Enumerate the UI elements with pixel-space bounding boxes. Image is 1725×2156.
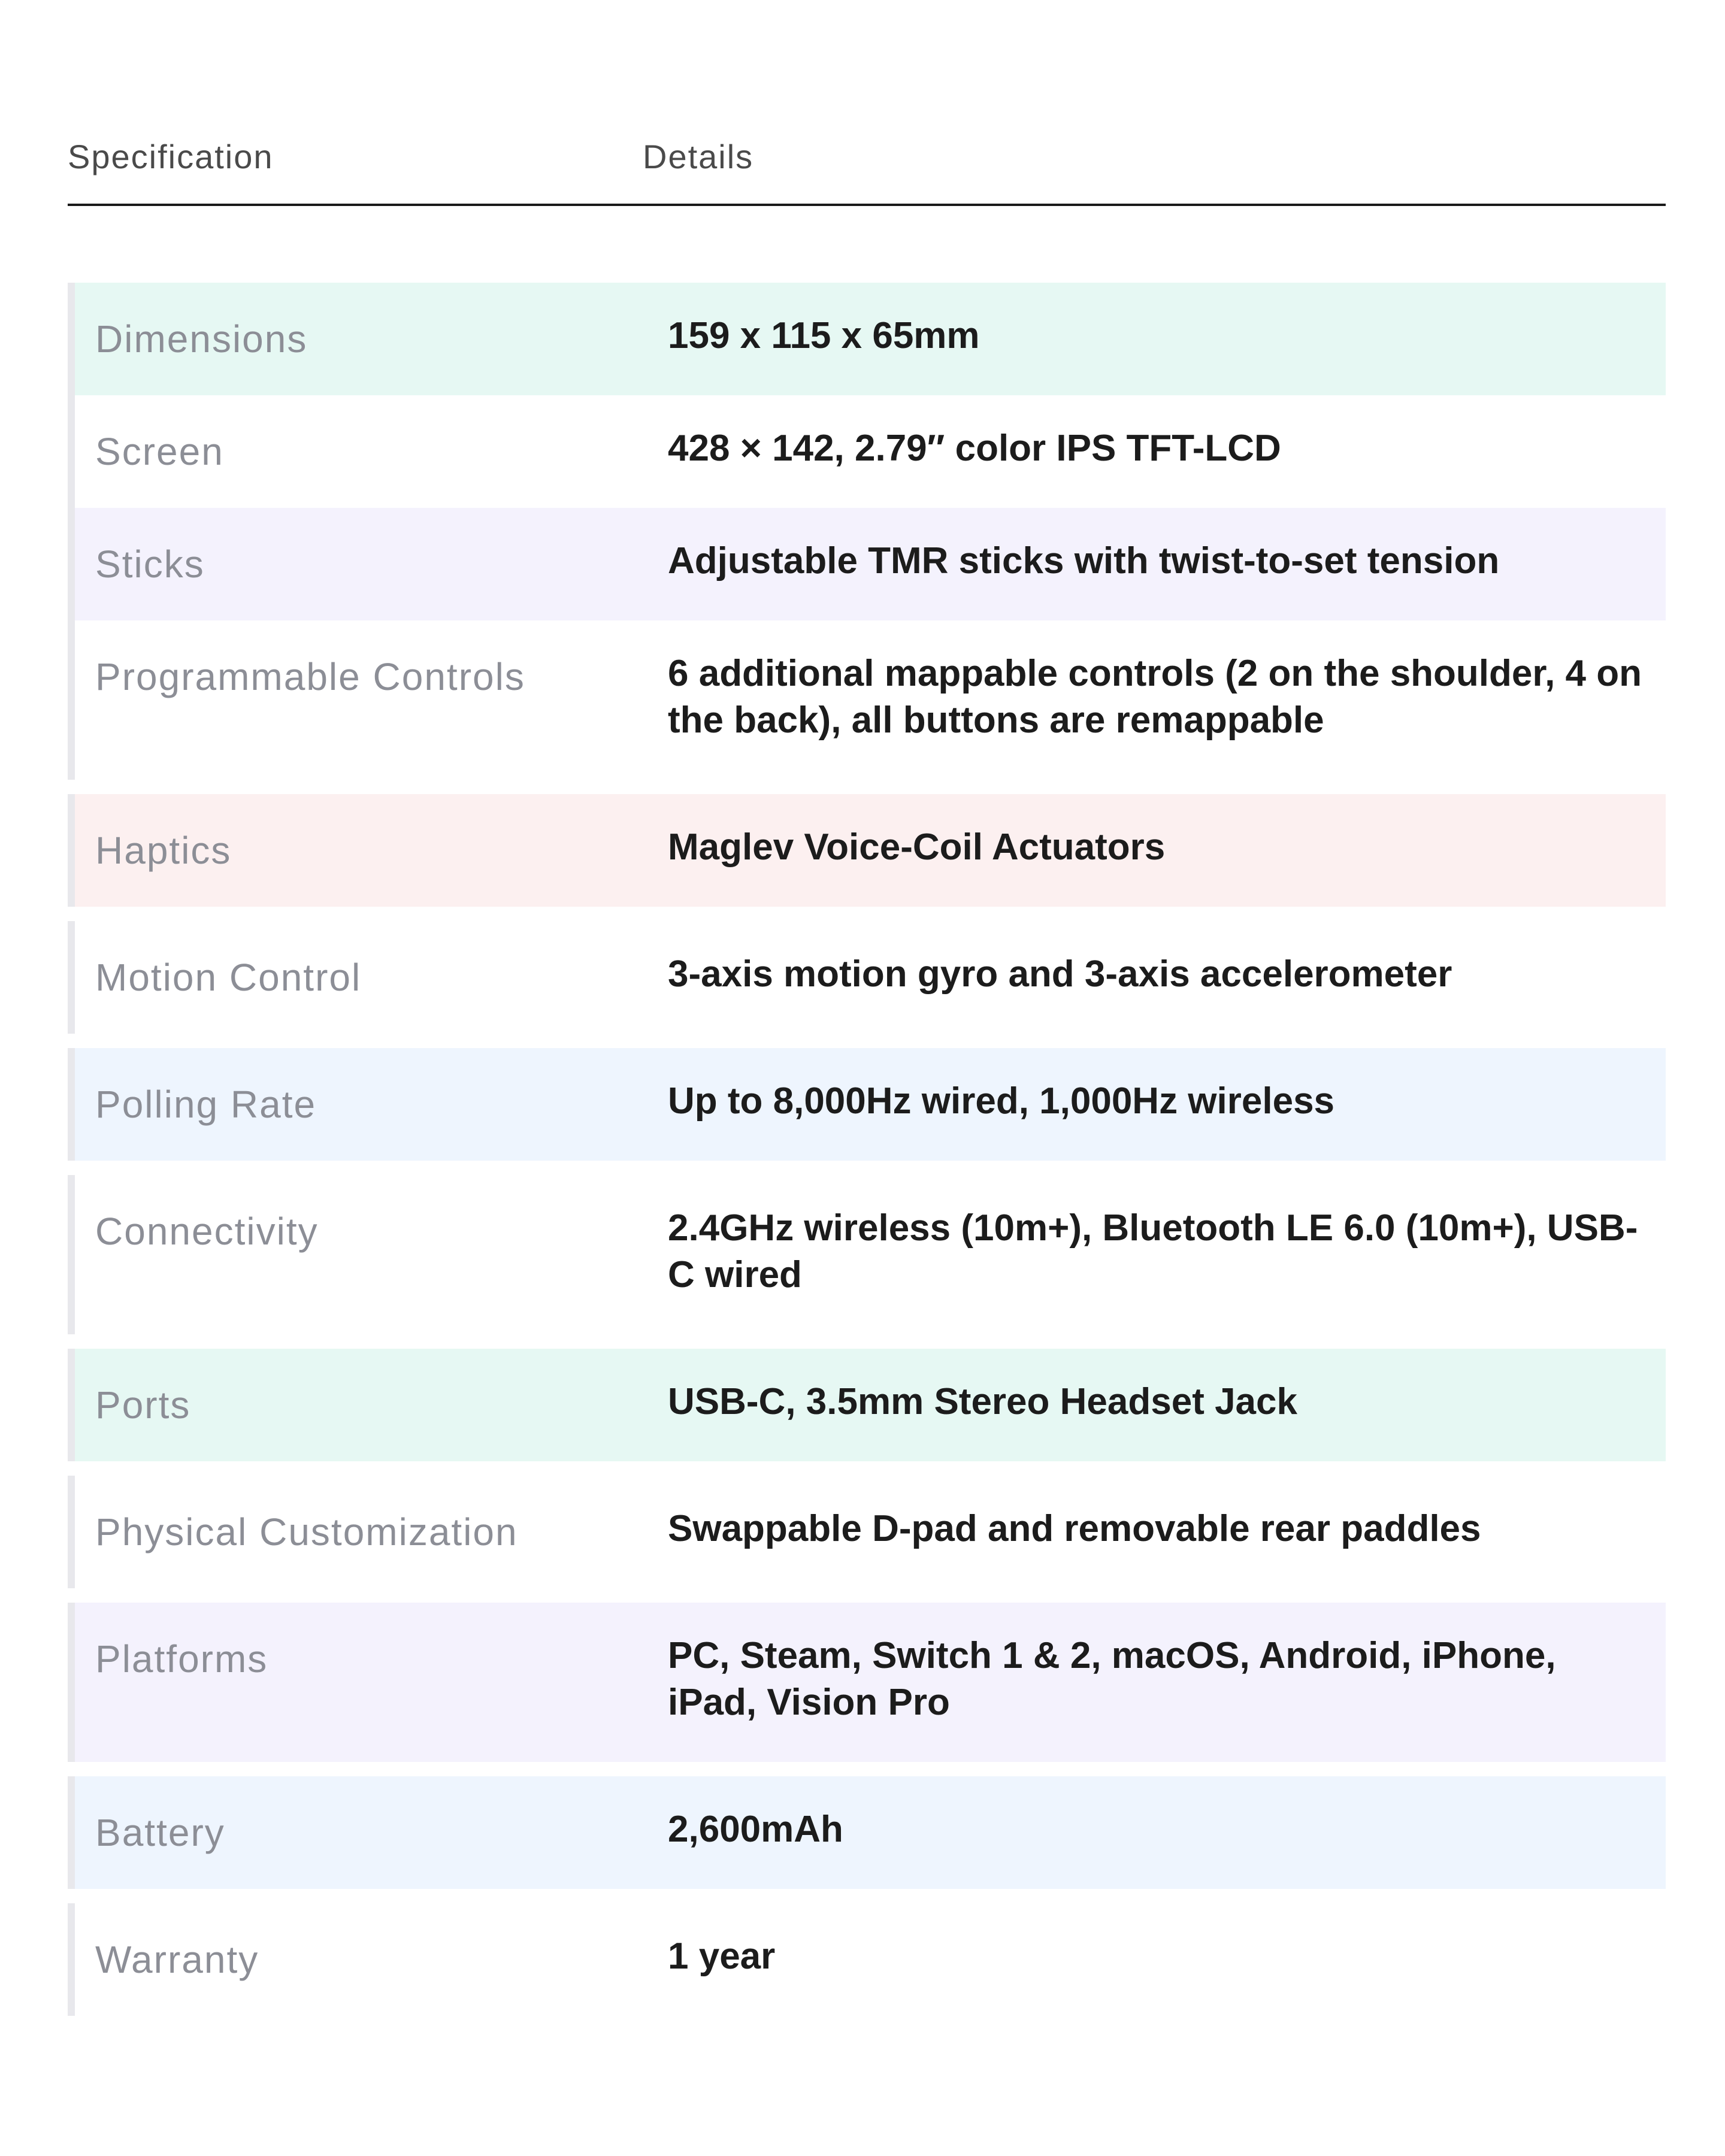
row-haptics: [68, 794, 1666, 907]
row-physical-customization: [68, 1476, 1666, 1588]
row-dimensions: [68, 283, 1666, 395]
row-label: Programmable Controls: [95, 655, 525, 698]
row-value: 3-axis motion gyro and 3-axis accelerometer: [668, 953, 1452, 995]
row-value: Adjustable TMR sticks with twist-to-set tension: [668, 540, 1500, 582]
row-value: Maglev Voice-Coil Actuators: [668, 826, 1166, 868]
row-value: 2,600mAh: [668, 1809, 843, 1850]
row-label: Warranty: [95, 1938, 259, 1981]
row-warranty: [68, 1903, 1666, 2016]
row-screen: [68, 395, 1666, 508]
row-label: Platforms: [95, 1637, 268, 1680]
row-label: Ports: [95, 1383, 191, 1427]
row-value: 159 x 115 x 65mm: [668, 315, 980, 356]
row-sticks: [68, 508, 1666, 620]
row-label: Battery: [95, 1811, 225, 1854]
row-label: Haptics: [95, 829, 232, 872]
header-details: Details: [643, 138, 754, 175]
row-label: Polling Rate: [95, 1083, 317, 1126]
table-header: [68, 0, 1666, 206]
row-label: Sticks: [95, 543, 205, 586]
row-value: Swappable D-pad and removable rear paddles: [668, 1508, 1481, 1549]
row-value: 2.4GHz wireless (10m+), Bluetooth LE 6.0 (10m+), USB-C wired: [668, 1207, 1638, 1295]
row-battery: [68, 1776, 1666, 1889]
header-specification: Specification: [68, 138, 274, 175]
row-ports: [68, 1349, 1666, 1461]
row-label: Dimensions: [95, 317, 308, 361]
row-value: Up to 8,000Hz wired, 1,000Hz wireless: [668, 1080, 1335, 1122]
row-value: USB-C, 3.5mm Stereo Headset Jack: [668, 1381, 1298, 1422]
row-connectivity: [68, 1175, 1666, 1334]
row-label: Connectivity: [95, 1210, 319, 1253]
row-value: 1 year: [668, 1936, 776, 1977]
row-platforms: [68, 1603, 1666, 1762]
row-label: Screen: [95, 430, 224, 473]
row-motion-control: [68, 921, 1666, 1034]
row-value: PC, Steam, Switch 1 & 2, macOS, Android, iPhone, iPad, Vision Pro: [668, 1635, 1556, 1723]
row-polling-rate: [68, 1048, 1666, 1161]
row-label: Motion Control: [95, 956, 362, 999]
row-value: 428 × 142, 2.79″ color IPS TFT-LCD: [668, 428, 1281, 469]
row-label: Physical Customization: [95, 1510, 518, 1554]
row-value: 6 additional mappable controls (2 on the shoulder, 4 on the back), all buttons are remappable: [668, 653, 1642, 741]
row-programmable-controls: [68, 620, 1666, 780]
